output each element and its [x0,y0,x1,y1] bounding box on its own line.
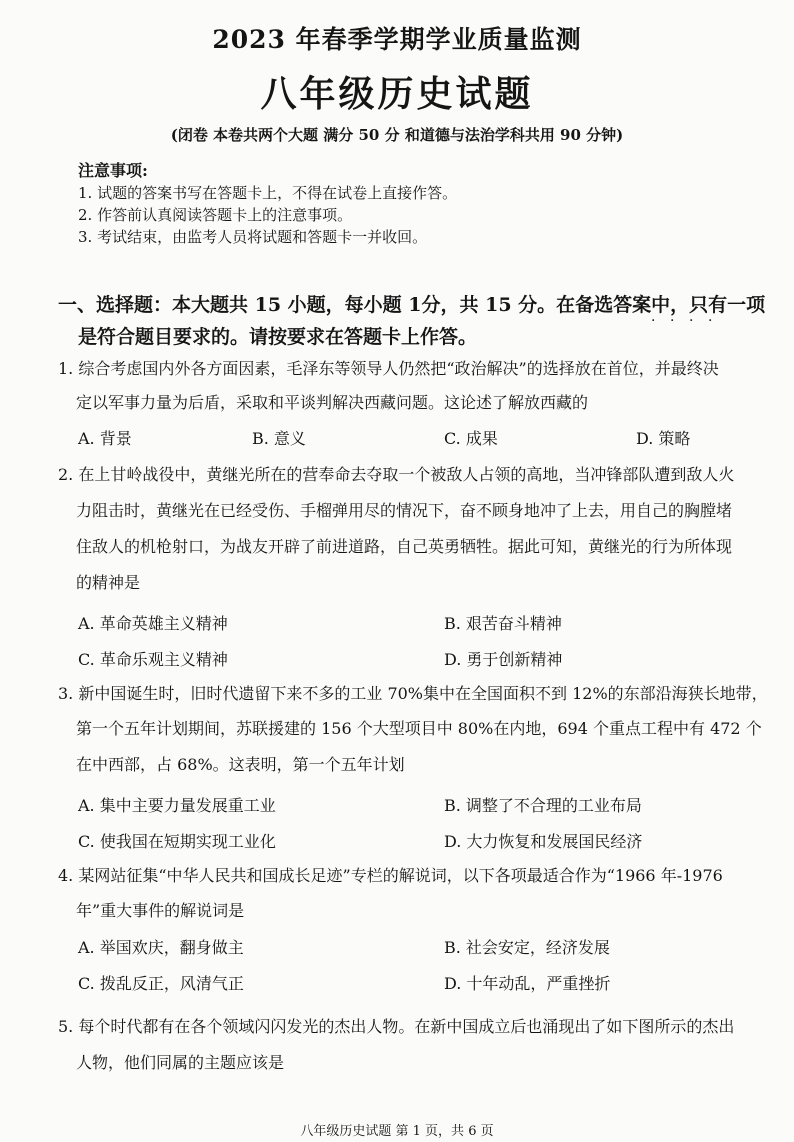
option-d: D. 十年动乱，严重挫折 [444,974,611,993]
question-1-line: 定以军事力量为后盾，采取和平谈判解决西藏问题。这论述了解放西藏的 [76,393,589,412]
question-3-line: 第一个五年计划期间，苏联援建的 156 个大型项目中 80%在内地，694 个重点工程中有 472 个 [76,719,762,738]
question-2-line: 2. 在上甘岭战役中，黄继光所在的营奉命去夺取一个被敌人占领的高地，当冲锋部队遭到敌人火 [58,465,735,484]
question-5-line: 5. 每个时代都有在各个领域闪闪发光的杰出人物。在新中国成立后也涌现出了如下图所示的杰出 [58,1017,735,1036]
option-a: A. 背景 [78,429,132,448]
question-4-line: 年”重大事件的解说词是 [76,901,245,920]
exam-title: 八年级历史试题 [260,73,534,115]
option-c: C. 使我国在短期实现工业化 [78,832,276,851]
option-b: B. 调整了不合理的工业布局 [444,796,642,815]
note-item: 3. 考试结束，由监考人员将试题和答题卡一并收回。 [78,228,428,246]
option-a: A. 集中主要力量发展重工业 [78,796,276,815]
question-2-line: 的精神是 [76,573,141,592]
question-2-line: 住敌人的机枪射口，为战友开辟了前进道路，自己英勇牺牲。据此可知，黄继光的行为所体现 [76,537,733,556]
option-a: A. 革命英雄主义精神 [78,614,228,633]
option-d: D. 勇于创新精神 [444,650,563,669]
question-3-line: 在中西部，占 68%。这表明，第一个五年计划 [76,755,405,774]
note-item: 2. 作答前认真阅读答题卡上的注意事项。 [78,206,353,224]
option-b: B. 艰苦奋斗精神 [444,614,562,633]
emphasis-dot: · [670,313,675,329]
notes-title: 注意事项: [78,161,148,180]
section-heading-line2: 是符合题目要求的。请按要求在答题卡上作答。 [78,326,478,348]
emphasis-dot: · [689,313,694,329]
emphasis-dot: · [651,313,656,329]
option-a: A. 举国欢庆，翻身做主 [78,938,244,957]
exam-subtitle: (闭卷 本卷共两个大题 满分 50 分 和道德与法治学科共用 90 分钟) [170,126,624,144]
note-item: 1. 试题的答案书写在答题卡上，不得在试卷上直接作答。 [78,184,458,202]
option-b: B. 意义 [252,429,306,448]
question-2-line: 力阻击时，黄继光在已经受伤、手榴弹用尽的情况下，奋不顾身地冲了上去，用自己的胸膛堵 [76,501,733,520]
emphasis-dot: · [708,313,713,329]
option-d: D. 大力恢复和发展国民经济 [444,832,643,851]
option-c: C. 革命乐观主义精神 [78,650,228,669]
question-3-line: 3. 新中国诞生时，旧时代遗留下来不多的工业 70%集中在全国面积不到 12%的东部沿海狭长地带， [58,684,768,703]
option-b: B. 社会安定，经济发展 [444,938,610,957]
question-4-line: 4. 某网站征集“中华人民共和国成长足迹”专栏的解说词，以下各项最适合作为“1966 年-1976 [58,866,723,885]
exam-header-top: 2023 年春季学期学业质量监测 [212,25,582,54]
question-5-line: 人物，他们同属的主题应该是 [76,1053,285,1072]
option-c: C. 成果 [444,429,498,448]
question-1-line: 1. 综合考虑国内外各方面因素，毛泽东等领导人仍然把“政治解决”的选择放在首位，并最终决 [58,359,719,378]
section-heading-line1: 一、选择题：本大题共 15 小题，每小题 1分，共 15 分。在备选答案中，只有一项 [58,294,766,316]
option-c: C. 拨乱反正，风清气正 [78,974,244,993]
page-footer: 八年级历史试题 第 1 页，共 6 页 [300,1124,494,1139]
option-d: D. 策略 [636,429,691,448]
